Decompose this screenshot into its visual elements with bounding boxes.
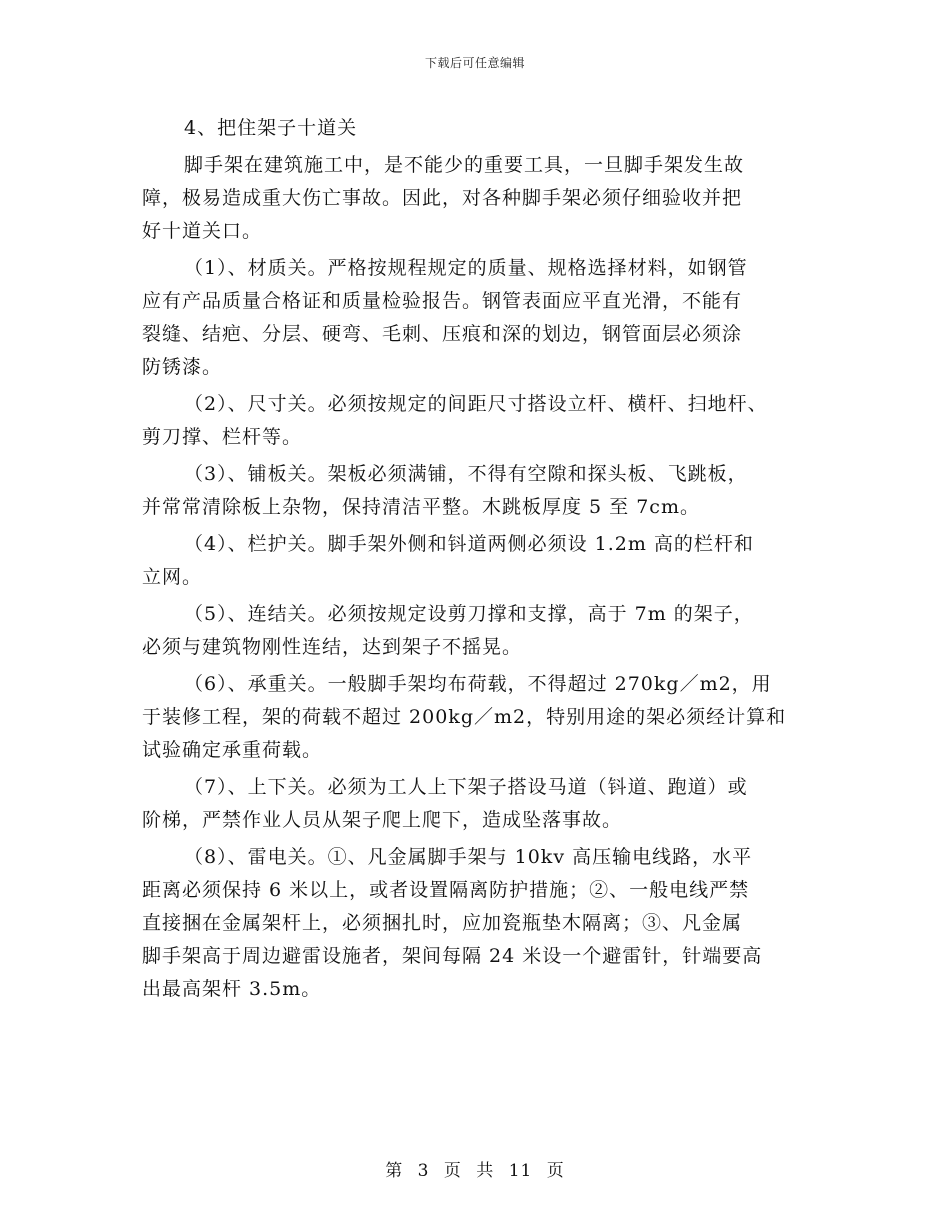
text-line: 障，极易造成重大伤亡事故。因此，对各种脚手架必须仔细验收并把: [142, 187, 743, 209]
text-line: 直接捆在金属架杆上，必须捆扎时，应加瓷瓶垫木隔离；③、凡金属: [142, 912, 743, 934]
page-total-label: 共: [476, 1161, 495, 1181]
text-line: 必须与建筑物刚性连结，达到架子不摇晃。: [142, 636, 523, 658]
text-line: 立网。: [142, 566, 203, 588]
page-footer: [0, 1156, 950, 1181]
text-line: （1）、材质关。严格按规程规定的质量、规格选择材料，如钢管: [184, 257, 748, 279]
page-number-suffix: 页: [546, 1161, 565, 1181]
text-line: 脚手架高于周边避雷设施者，架间每隔 24 米设一个避雷针，针端要高: [142, 945, 763, 967]
text-line: （8）、雷电关。①、凡金属脚手架与 10kv 高压输电线路，水平: [184, 846, 753, 868]
document-body: [142, 112, 822, 1010]
text-line: 并常常清除板上杂物，保持清洁平整。木跳板厚度 5 至 7cm。: [142, 496, 700, 518]
text-line: 剪刀撑、栏杆等。: [142, 426, 303, 448]
paragraph-intro: [142, 149, 822, 248]
text-line: 好十道关口。: [142, 220, 263, 242]
text-line: 应有产品质量合格证和质量检验报告。钢管表面应平直光滑，不能有: [142, 290, 743, 312]
text-line: （2）、尺寸关。必须按规定的间距尺寸搭设立杆、横杆、扫地杆、: [184, 393, 768, 415]
page-number-mid: 页: [443, 1161, 462, 1181]
text-line: 于装修工程，架的荷载不超过 200kg／m2，特别用途的架必须经计算和: [142, 706, 787, 728]
paragraph-lightning: [142, 841, 822, 1006]
text-line: 脚手架在建筑施工中，是不能少的重要工具，一旦脚手架发生故: [184, 154, 745, 176]
text-line: （6）、承重关。一般脚手架均布荷载，不得超过 270kg／m2，用: [184, 673, 772, 695]
paragraph-dimension: [142, 388, 822, 454]
section-heading: [142, 112, 822, 145]
text-line: （5）、连结关。必须按规定设剪刀撑和支撑，高于 7m 的架子，: [184, 603, 754, 625]
text-line: 距离必须保持 6 米以上，或者设置隔离防护措施；②、一般电线严禁: [142, 879, 750, 901]
paragraph-load: [142, 668, 822, 767]
page-header: 下载后可任意编辑: [424, 56, 525, 70]
text-line: 裂缝、结疤、分层、硬弯、毛刺、压痕和深的划边，钢管面层必须涂: [142, 323, 743, 345]
page-number-prefix: 第: [385, 1161, 404, 1181]
paragraph-material: [142, 252, 822, 384]
text-line: 4、把住架子十道关: [184, 117, 358, 139]
text-line: 出最高架杆 3.5m。: [142, 978, 322, 1000]
current-page-number: 3: [417, 1161, 430, 1181]
text-line: 试验确定承重荷载。: [142, 739, 323, 761]
text-line: 阶梯，严禁作业人员从架子爬上爬下，造成坠落事故。: [142, 809, 623, 831]
paragraph-guardrail: [142, 528, 822, 594]
text-line: （7）、上下关。必须为工人上下架子搭设马道（钭道、跑道）或: [184, 776, 748, 798]
paragraph-access: [142, 771, 822, 837]
total-page-count: 11: [508, 1161, 533, 1181]
text-line: （3）、铺板关。架板必须满铺，不得有空隙和探头板、飞跳板，: [184, 463, 748, 485]
text-line: （4）、栏护关。脚手架外侧和钭道两侧必须设 1.2m 高的栏杆和: [184, 533, 754, 555]
text-line: 防锈漆。: [142, 356, 223, 378]
paragraph-board: [142, 458, 822, 524]
paragraph-connection: [142, 598, 822, 664]
